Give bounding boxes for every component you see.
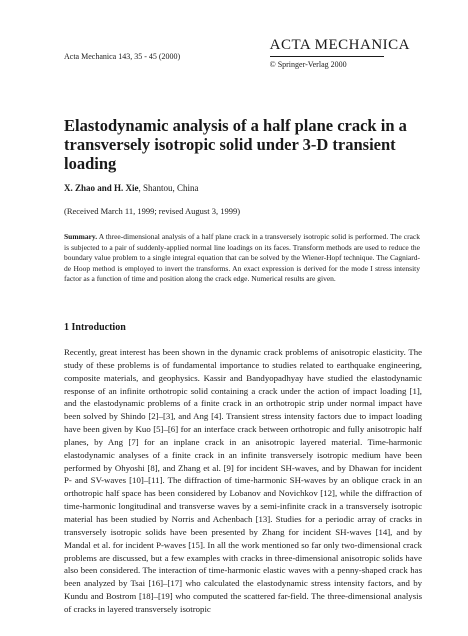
abstract-label: Summary. (64, 232, 98, 241)
journal-brand: ACTA MECHANICA (269, 37, 410, 53)
journal-brand-block (270, 36, 410, 69)
author-names: X. Zhao and H. Xie (64, 183, 139, 193)
abstract (64, 232, 420, 285)
section-heading: 1 Introduction (64, 322, 126, 333)
author-affiliation: , Shantou, China (138, 183, 199, 193)
copyright-line: © Springer-Verlag 2000 (269, 60, 347, 69)
brand-divider (270, 56, 384, 57)
article-title: Elastodynamic analysis of a half plane crack in a transversely isotropic solid under 3-D transient loading (64, 116, 407, 173)
author-line (64, 183, 199, 193)
journal-reference: Acta Mechanica 143, 35 - 45 (2000) (64, 52, 181, 61)
received-dates: (Received March 11, 1999; revised August 3, 1999) (64, 206, 241, 216)
introduction-text: Recently, great interest has been shown in the dynamic crack problems of anisotropic elasticity. The study of these problems is of fundamental importance to studies related to earthquake engineering, composite materials, and geophysics. Kassir and Bandyopadhyay have studied the elastodynamic response of an infinite orthotropic solid containing a crack under the action of impact loading [1], and the elastodynamic problems of a finite crack in an orthotropic strip under normal impact have been solved by Shindo [2]–[3], and Ang [4]. Transient stress intensity factors due to impact loading have been given by Kuo [5]–[6] for an interface crack between orthotropic and fully anisotropic half planes, by Ang [7] for an inplane crack in an anisotropic layered material. Time-harmonic elastodynamic analyses of a finite crack in an infinite transversely isotropic medium have been performed by Ohyoshi [8], and Zhang et al. [9] for incident SH-waves, and by Dhawan for incident P- and SV-waves [10]–[11]. The diffraction of time-harmonic SH-waves by an oblique crack in an orthotropic half space has been considered by Lobanov and Novichkov [12], while the diffraction of time-harmonic longitudinal and transverse waves by a semi-infinite crack in a transversely isotropic material has been studied by Norris and Achenbach [13]. Studies for a periodic array of cracks in transversely isotropic solids have been presented by Zhang for incident SH-waves [14], and by Mandal et al. for incident P-waves [15]. In all the work mentioned so far only two-dimensional crack problems are discussed, but a few examples with cracks in three-dimensional anisotropic solids have also been considered. The interaction of time-harmonic elastic waves with a penny-shaped crack has been analyzed by Tsai [16]–[17] who calculated the elastodynamic stress intensity factors, and by Kundu and Bostrom [18]–[19] who computed the scattered far-field. The three-dimensional analysis of cracks in layered transversely isotropic (64, 347, 422, 614)
abstract-text: A three-dimensional analysis of a half plane crack in a transversely isotropic solid is performed. The crack is subjected to a pair of suddenly-applied normal line loadings on its faces. Transform methods are used to reduce the boundary value problem to a single integral equation that can be solved by the Wiener-Hopf technique. The Cagniard-de Hoop method is employed to invert the transforms. An exact expression is derived for the mode I stress intensity factor as a function of time and position along the crack edge. Numerical results are given. (64, 232, 420, 284)
